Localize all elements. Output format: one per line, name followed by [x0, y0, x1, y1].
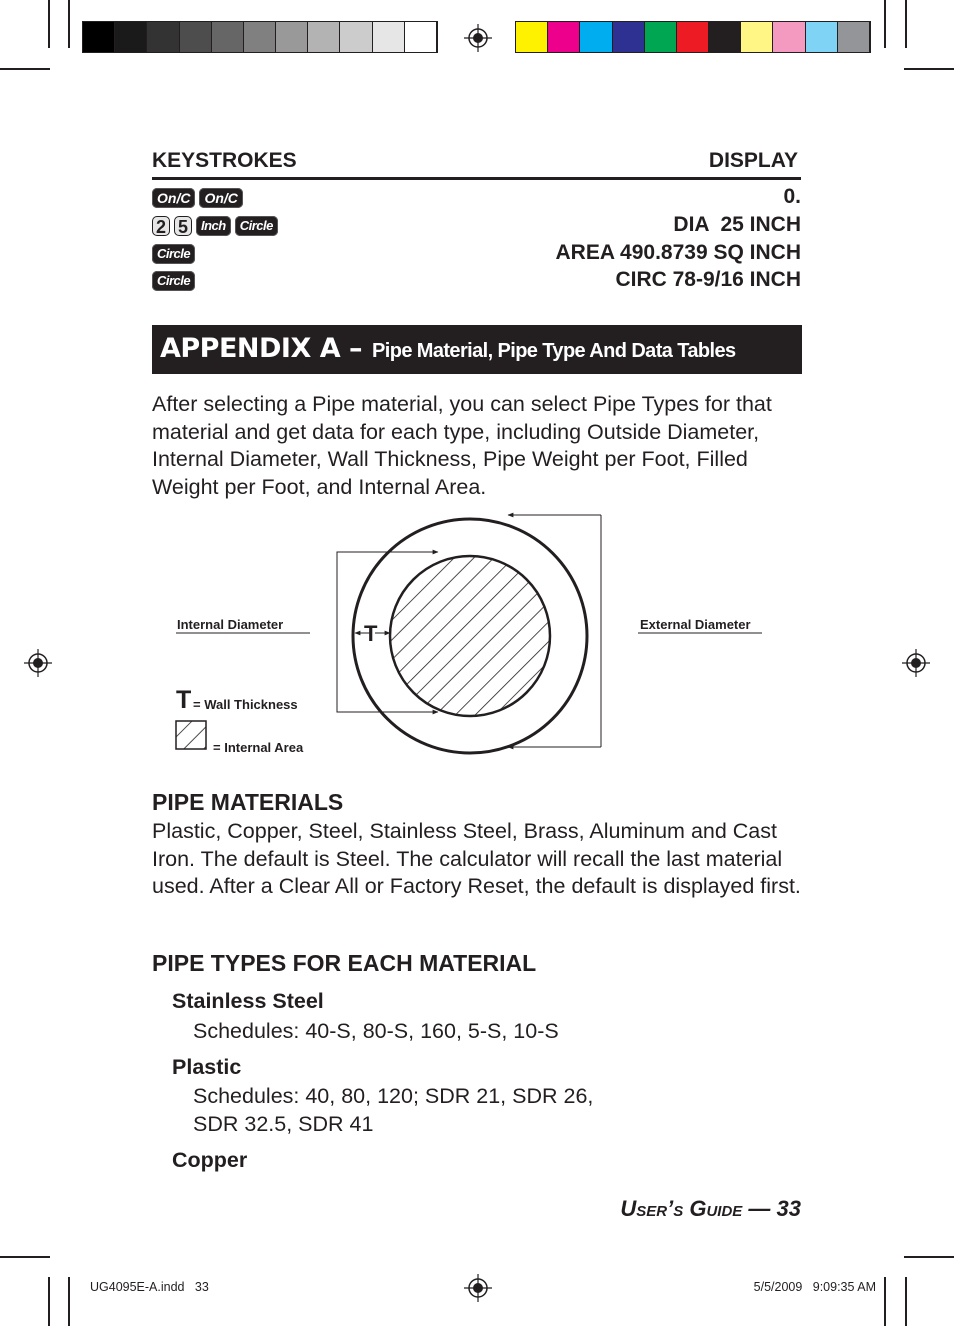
- material-schedules: Schedules: 40, 80, 120; SDR 21, SDR 26,: [193, 1084, 594, 1108]
- color-swatch: [147, 22, 179, 52]
- crop-mark: [884, 1277, 886, 1326]
- page-footer-title: User’s Guide — 33: [620, 1196, 801, 1221]
- table-rule: [152, 177, 801, 180]
- color-swatch: [405, 22, 437, 52]
- color-swatch: [308, 22, 340, 52]
- color-swatch: [709, 22, 741, 52]
- material-name: Plastic: [172, 1055, 242, 1079]
- material-schedules: SDR 32.5, SDR 41: [193, 1112, 374, 1136]
- process-color-bar: [515, 21, 871, 53]
- color-swatch: [516, 22, 548, 52]
- material-name: Copper: [172, 1148, 248, 1172]
- grayscale-bar: [82, 21, 438, 53]
- material-schedules: Schedules: 40-S, 80-S, 160, 5-S, 10-S: [193, 1019, 559, 1043]
- color-swatch: [212, 22, 244, 52]
- color-swatch: [677, 22, 709, 52]
- appendix-banner: [152, 325, 802, 374]
- crop-mark: [884, 0, 886, 48]
- display-row-3: AREA 490.8739 SQ INCH: [555, 241, 801, 264]
- crop-mark: [68, 0, 70, 48]
- appendix-intro: After selecting a Pipe material, you can select Pipe Types for that material and get data for each type, including Outside Diameter, Internal Diameter, Wall Thickness, Pipe Weight per Foot, Filled Weight per Foot, and Internal Area.: [152, 392, 772, 499]
- inch-key[interactable]: Inch: [196, 216, 231, 236]
- color-swatch: [373, 22, 405, 52]
- keystroke-row-3: [152, 243, 195, 265]
- color-swatch: [613, 22, 645, 52]
- pipe-types-heading: PIPE TYPES FOR EACH MATERIAL: [152, 950, 537, 976]
- registration-mark-icon: [24, 649, 52, 677]
- pipe-cross-section-diagram: [150, 505, 810, 765]
- color-swatch: [340, 22, 372, 52]
- display-row-1: 0.: [783, 185, 801, 208]
- slug-timestamp: 5/5/2009 9:09:35 AM: [753, 1280, 876, 1294]
- color-swatch: [580, 22, 612, 52]
- circle-key[interactable]: Circle: [235, 216, 278, 236]
- registration-mark-icon: [902, 649, 930, 677]
- digit-2-key[interactable]: 2: [152, 216, 170, 236]
- pipe-materials-heading: PIPE MATERIALS: [152, 789, 344, 815]
- keystroke-row-1: [152, 187, 243, 209]
- color-swatch: [115, 22, 147, 52]
- keystroke-row-4: [152, 270, 195, 292]
- crop-mark: [48, 0, 50, 48]
- internal-area-legend: = Internal Area: [213, 740, 304, 755]
- internal-area-circle: [390, 556, 550, 716]
- pipe-materials-text: Plastic, Copper, Steel, Stainless Steel, Brass, Aluminum and Cast Iron. The default is Steel. The calculator will recall the last material used. After a Clear All or Factory Reset, the default is displayed first.: [152, 819, 801, 898]
- keystroke-row-2: [152, 215, 278, 237]
- external-diameter-label: External Diameter: [640, 617, 751, 632]
- display-header: DISPLAY: [708, 149, 798, 172]
- crop-mark: [48, 1277, 50, 1326]
- crop-mark: [905, 0, 907, 48]
- crop-mark: [0, 1256, 50, 1258]
- circle-key[interactable]: Circle: [152, 271, 195, 291]
- display-row-2: DIA 25 INCH: [673, 213, 801, 236]
- crop-mark: [68, 1277, 70, 1326]
- display-row-4: CIRC 78-9/16 INCH: [615, 268, 801, 291]
- color-swatch: [83, 22, 115, 52]
- material-name: Stainless Steel: [172, 989, 324, 1013]
- registration-mark-icon: [464, 1274, 492, 1302]
- wall-thickness-symbol: T: [364, 621, 378, 646]
- wall-thickness-legend-symbol: T: [176, 686, 192, 714]
- crop-mark: [904, 68, 954, 70]
- registration-mark-icon: [464, 24, 492, 52]
- crop-mark: [905, 1277, 907, 1326]
- slug-filename: UG4095E-A.indd 33: [90, 1280, 209, 1294]
- color-swatch: [773, 22, 805, 52]
- circle-key[interactable]: Circle: [152, 244, 195, 264]
- internal-diameter-label: Internal Diameter: [177, 617, 284, 632]
- on-c-key[interactable]: On/C: [199, 188, 242, 208]
- crop-mark: [0, 68, 50, 70]
- color-swatch: [276, 22, 308, 52]
- keystrokes-header: KEYSTROKES: [152, 149, 297, 172]
- crop-mark: [904, 1256, 954, 1258]
- color-swatch: [645, 22, 677, 52]
- on-c-key[interactable]: On/C: [152, 188, 195, 208]
- digit-5-key[interactable]: 5: [174, 216, 192, 236]
- color-swatch: [741, 22, 773, 52]
- color-swatch: [838, 22, 870, 52]
- color-swatch: [244, 22, 276, 52]
- wall-thickness-legend: = Wall Thickness: [193, 697, 298, 712]
- color-swatch: [806, 22, 838, 52]
- color-swatch: [180, 22, 212, 52]
- appendix-title: APPENDIX A –: [160, 333, 362, 364]
- appendix-subtitle: Pipe Material, Pipe Type And Data Tables: [372, 340, 736, 362]
- color-swatch: [548, 22, 580, 52]
